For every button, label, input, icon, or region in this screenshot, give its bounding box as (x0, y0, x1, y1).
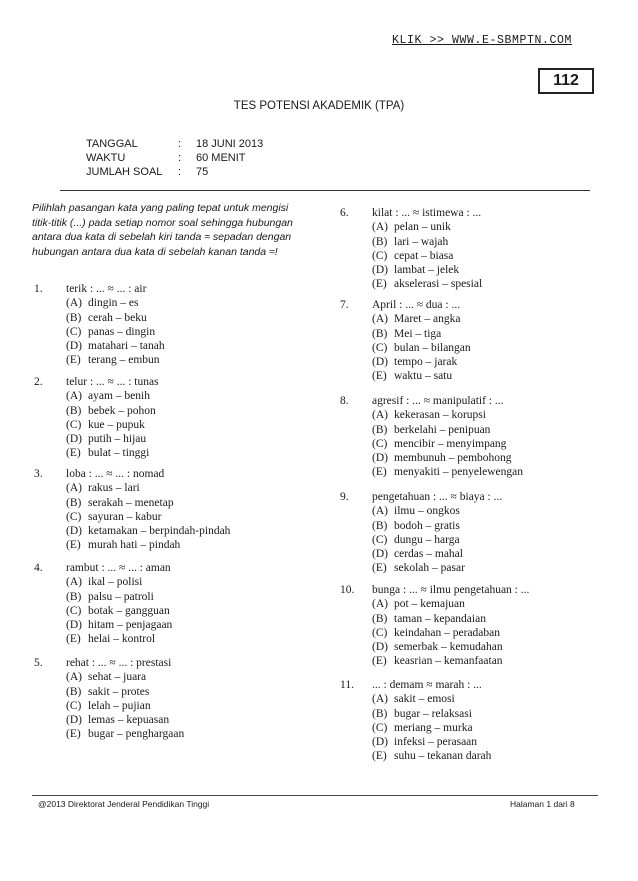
option-text: bulat – tinggi (88, 447, 150, 460)
question-stem-text: kilat : ... ≈ istimewa : ... (372, 207, 482, 219)
option-letter: (A) (66, 482, 82, 495)
option-e[interactable] (340, 369, 471, 383)
option-text: dungu – harga (394, 533, 460, 546)
option-text: pelan – unik (394, 221, 451, 234)
option-c[interactable] (340, 437, 523, 451)
option-letter: (B) (372, 327, 388, 340)
option-text: cerah – beku (88, 311, 147, 324)
question-stem-text: April : ... ≈ dua : ... (372, 299, 461, 311)
option-text: membunuh – pembohong (394, 452, 512, 465)
option-text: putih – hijau (88, 433, 147, 446)
option-c[interactable] (34, 325, 165, 339)
option-a[interactable] (340, 220, 482, 234)
option-c[interactable] (340, 249, 482, 263)
option-letter: (D) (372, 641, 388, 654)
info-value: 75 (196, 166, 209, 178)
option-d[interactable] (340, 355, 471, 369)
option-text: akselerasi – spesial (394, 278, 483, 291)
option-letter: (A) (372, 598, 388, 611)
option-a[interactable] (34, 481, 230, 495)
option-text: suhu – tekanan darah (394, 750, 492, 763)
option-c[interactable] (340, 721, 491, 735)
question-stem-text: ... : demam ≈ marah : ... (372, 679, 482, 691)
question-stem-text: rambut : ... ≈ ... : aman (66, 562, 171, 574)
question-stem-text: pengetahuan : ... ≈ biaya : ... (372, 491, 503, 503)
option-d[interactable] (340, 263, 482, 277)
question-5 (34, 656, 184, 742)
option-a[interactable] (34, 575, 172, 589)
document-title: TES POTENSI AKADEMIK (TPA) (233, 100, 405, 112)
question-number: 1. (34, 283, 43, 295)
question-number: 3. (34, 468, 43, 480)
question-number: 8. (340, 395, 349, 407)
option-text: hitam – penjagaan (88, 619, 173, 632)
option-d[interactable] (34, 713, 184, 727)
info-label: WAKTU (86, 152, 126, 164)
option-a[interactable] (340, 504, 502, 518)
option-text: meriang – murka (394, 721, 473, 734)
option-d[interactable] (34, 432, 159, 446)
instructions-text: Pilihlah pasangan kata yang paling tepat untuk mengisi titik-titik (...) pada setiap nomor soal sehingga hubungan antara dua kata di sebelah kiri tanda ≈ sepadan dengan hubungan antara dua kata di sebelah kanan tanda ≈! (32, 202, 293, 258)
footer-copyright: @2013 Direktorat Jenderal Pendidikan Tinggi (38, 799, 210, 809)
option-b[interactable] (34, 590, 172, 604)
question-stem-text: rehat : ... ≈ ... : prestasi (66, 657, 172, 669)
option-text: tempo – jarak (394, 356, 458, 369)
question-3 (34, 467, 230, 553)
option-letter: (D) (372, 264, 388, 277)
option-text: ketamakan – berpindah-pindah (88, 525, 231, 538)
option-text: Mei – tiga (394, 327, 442, 340)
option-letter: (E) (66, 354, 81, 367)
option-letter: (C) (372, 249, 388, 262)
option-letter: (E) (66, 539, 81, 552)
option-text: helai – kontrol (88, 633, 156, 646)
question-stem (340, 490, 502, 504)
question-stem-text: terik : ... ≈ ... : air (66, 283, 147, 295)
option-letter: (D) (372, 736, 388, 749)
option-a[interactable] (340, 408, 523, 422)
option-text: sakit – protes (88, 685, 150, 698)
info-divider (60, 190, 590, 191)
option-c[interactable] (340, 533, 502, 547)
option-letter: (C) (372, 626, 388, 639)
question-number: 10. (340, 584, 355, 596)
option-text: waktu – satu (394, 370, 453, 383)
info-row-count (86, 166, 208, 178)
question-stem (340, 678, 491, 692)
option-d[interactable] (34, 339, 165, 353)
option-b[interactable] (34, 685, 184, 699)
option-text: ayam – benih (88, 390, 150, 403)
question-stem (340, 206, 482, 220)
option-letter: (E) (372, 562, 387, 575)
option-d[interactable] (340, 640, 529, 654)
question-stem (34, 561, 172, 575)
option-d[interactable] (340, 451, 523, 465)
option-letter: (C) (66, 510, 82, 523)
question-8 (340, 394, 523, 480)
option-d[interactable] (34, 524, 230, 538)
option-letter: (A) (66, 671, 82, 684)
option-letter: (C) (66, 604, 82, 617)
option-letter: (D) (372, 452, 388, 465)
option-text: lari – wajah (394, 235, 449, 248)
option-text: mencibir – menyimpang (394, 437, 507, 450)
option-b[interactable] (340, 519, 502, 533)
question-11 (340, 678, 491, 764)
option-text: lelah – pujian (88, 699, 151, 712)
question-number: 11. (340, 679, 354, 691)
option-letter: (B) (66, 404, 82, 417)
option-a[interactable] (34, 296, 165, 310)
option-letter: (D) (372, 548, 388, 561)
option-letter: (C) (66, 325, 82, 338)
option-text: keindahan – peradaban (394, 626, 501, 639)
option-letter: (C) (66, 418, 82, 431)
option-letter: (B) (66, 590, 82, 603)
option-text: ikal – polisi (88, 576, 143, 589)
option-text: pot – kemajuan (394, 598, 465, 611)
option-text: cerdas – mahal (394, 548, 463, 561)
option-letter: (D) (372, 356, 388, 369)
option-text: serakah – menetap (88, 496, 174, 509)
option-letter: (E) (372, 466, 387, 479)
option-b[interactable] (34, 404, 159, 418)
option-letter: (D) (66, 340, 82, 353)
option-b[interactable] (340, 235, 482, 249)
option-letter: (D) (66, 525, 82, 538)
option-letter: (A) (372, 221, 388, 234)
option-letter: (C) (372, 533, 388, 546)
option-e[interactable] (340, 654, 529, 668)
option-text: lambat – jelek (394, 264, 460, 277)
option-text: bodoh – gratis (394, 519, 460, 532)
option-e[interactable] (340, 561, 502, 575)
option-text: panas – dingin (88, 325, 156, 338)
option-letter: (B) (372, 423, 388, 436)
question-stem-text: agresif : ... ≈ manipulatif : ... (372, 395, 504, 407)
info-value: 18 JUNI 2013 (196, 138, 264, 150)
option-letter: (B) (66, 685, 82, 698)
option-text: Maret – angka (394, 313, 461, 326)
footer-divider (32, 795, 598, 796)
option-text: berkelahi – penipuan (394, 423, 491, 436)
option-letter: (B) (66, 311, 82, 324)
option-letter: (C) (372, 437, 388, 450)
option-text: semerbak – kemudahan (394, 641, 503, 654)
option-letter: (E) (372, 750, 387, 763)
option-a[interactable] (340, 312, 471, 326)
option-e[interactable] (340, 465, 523, 479)
option-d[interactable] (340, 735, 491, 749)
option-letter: (E) (372, 655, 387, 668)
question-number: 2. (34, 376, 43, 388)
question-number: 7. (340, 299, 349, 311)
question-number: 4. (34, 562, 43, 574)
question-7 (340, 298, 471, 384)
footer-page-info: Halaman 1 dari 8 (510, 799, 575, 809)
option-letter: (B) (372, 707, 388, 720)
info-label: JUMLAH SOAL (86, 166, 163, 178)
option-letter: (B) (372, 612, 388, 625)
option-letter: (C) (372, 341, 388, 354)
option-text: sayuran – kabur (88, 510, 162, 523)
question-4 (34, 561, 172, 647)
question-9 (340, 490, 502, 576)
question-stem-text: telur : ... ≈ ... : tunas (66, 376, 159, 388)
header-site-link[interactable]: KLIK >> WWW.E-SBMPTN.COM (392, 34, 573, 47)
option-a[interactable] (34, 670, 184, 684)
option-c[interactable] (34, 510, 230, 524)
question-stem (340, 583, 529, 597)
option-letter: (E) (66, 728, 81, 741)
option-text: sehat – juara (88, 671, 147, 684)
option-letter: (A) (372, 505, 388, 518)
option-text: kue – pupuk (88, 418, 145, 431)
option-letter: (D) (66, 619, 82, 632)
option-letter: (D) (66, 433, 82, 446)
option-e[interactable] (340, 749, 491, 763)
option-letter: (A) (66, 576, 82, 589)
option-b[interactable] (34, 311, 165, 325)
question-stem-text: bunga : ... ≈ ilmu pengetahuan : ... (372, 584, 530, 596)
option-text: ilmu – ongkos (394, 505, 460, 518)
option-text: terang – embun (88, 354, 160, 367)
question-stem (34, 375, 159, 389)
option-letter: (E) (66, 447, 81, 460)
option-text: cepat – biasa (394, 249, 454, 262)
option-text: infeksi – perasaan (394, 736, 478, 749)
option-a[interactable] (340, 692, 491, 706)
option-text: bebek – pohon (88, 404, 156, 417)
question-stem (34, 656, 184, 670)
option-letter: (A) (372, 409, 388, 422)
question-6 (340, 206, 482, 292)
option-letter: (A) (372, 313, 388, 326)
option-text: lemas – kepuasan (88, 714, 170, 727)
option-d[interactable] (34, 618, 172, 632)
question-number: 6. (340, 207, 349, 219)
option-b[interactable] (340, 707, 491, 721)
option-text: bugar – relaksasi (394, 707, 472, 720)
option-a[interactable] (34, 389, 159, 403)
option-c[interactable] (340, 626, 529, 640)
option-b[interactable] (340, 327, 471, 341)
option-a[interactable] (340, 597, 529, 611)
question-1 (34, 282, 165, 368)
option-letter: (A) (66, 390, 82, 403)
option-text: keasrian – kemanfaatan (394, 655, 503, 668)
question-number: 5. (34, 657, 43, 669)
info-colon: : (178, 152, 182, 164)
option-b[interactable] (34, 496, 230, 510)
info-value: 60 MENIT (196, 152, 246, 164)
option-d[interactable] (340, 547, 502, 561)
option-text: bulan – bilangan (394, 341, 471, 354)
option-e[interactable] (34, 446, 159, 460)
option-letter: (B) (66, 496, 82, 509)
option-c[interactable] (34, 699, 184, 713)
option-letter: (B) (372, 519, 388, 532)
option-letter: (B) (372, 235, 388, 248)
option-c[interactable] (340, 341, 471, 355)
option-e[interactable] (34, 632, 172, 646)
option-letter: (C) (372, 721, 388, 734)
info-label: TANGGAL (86, 138, 138, 150)
question-stem (340, 394, 523, 408)
page-number-badge: 112 (538, 68, 594, 94)
option-b[interactable] (340, 612, 529, 626)
option-text: kekerasan – korupsi (394, 409, 486, 422)
question-stem (34, 467, 230, 481)
option-letter: (D) (66, 714, 82, 727)
option-text: taman – kepandaian (394, 612, 486, 625)
option-text: sakit – emosi (394, 693, 455, 706)
question-stem (340, 298, 471, 312)
option-e[interactable] (34, 727, 184, 741)
option-text: palsu – patroli (88, 590, 154, 603)
option-text: menyakiti – penyelewengan (394, 466, 524, 479)
option-b[interactable] (340, 423, 523, 437)
option-letter: (A) (66, 297, 82, 310)
option-letter: (E) (66, 633, 81, 646)
option-letter: (C) (66, 699, 82, 712)
question-2 (34, 375, 159, 461)
option-c[interactable] (34, 604, 172, 618)
option-text: rakus – lari (88, 482, 140, 495)
option-e[interactable] (340, 277, 482, 291)
option-text: murah hati – pindah (88, 539, 181, 552)
option-e[interactable] (34, 538, 230, 552)
option-letter: (E) (372, 278, 387, 291)
option-text: sekolah – pasar (394, 562, 465, 575)
question-number: 9. (340, 491, 349, 503)
question-stem (34, 282, 165, 296)
option-text: matahari – tanah (88, 340, 165, 353)
option-e[interactable] (34, 353, 165, 367)
info-row-date (86, 138, 263, 150)
option-c[interactable] (34, 418, 159, 432)
info-colon: : (178, 138, 182, 150)
info-colon: : (178, 166, 182, 178)
option-text: dingin – es (88, 297, 139, 310)
option-letter: (A) (372, 693, 388, 706)
info-row-time (86, 152, 246, 164)
option-letter: (E) (372, 370, 387, 383)
question-stem-text: loba : ... ≈ ... : nomad (66, 468, 165, 480)
question-10 (340, 583, 529, 669)
option-text: botak – gangguan (88, 604, 170, 617)
option-text: bugar – penghargaan (88, 728, 185, 741)
